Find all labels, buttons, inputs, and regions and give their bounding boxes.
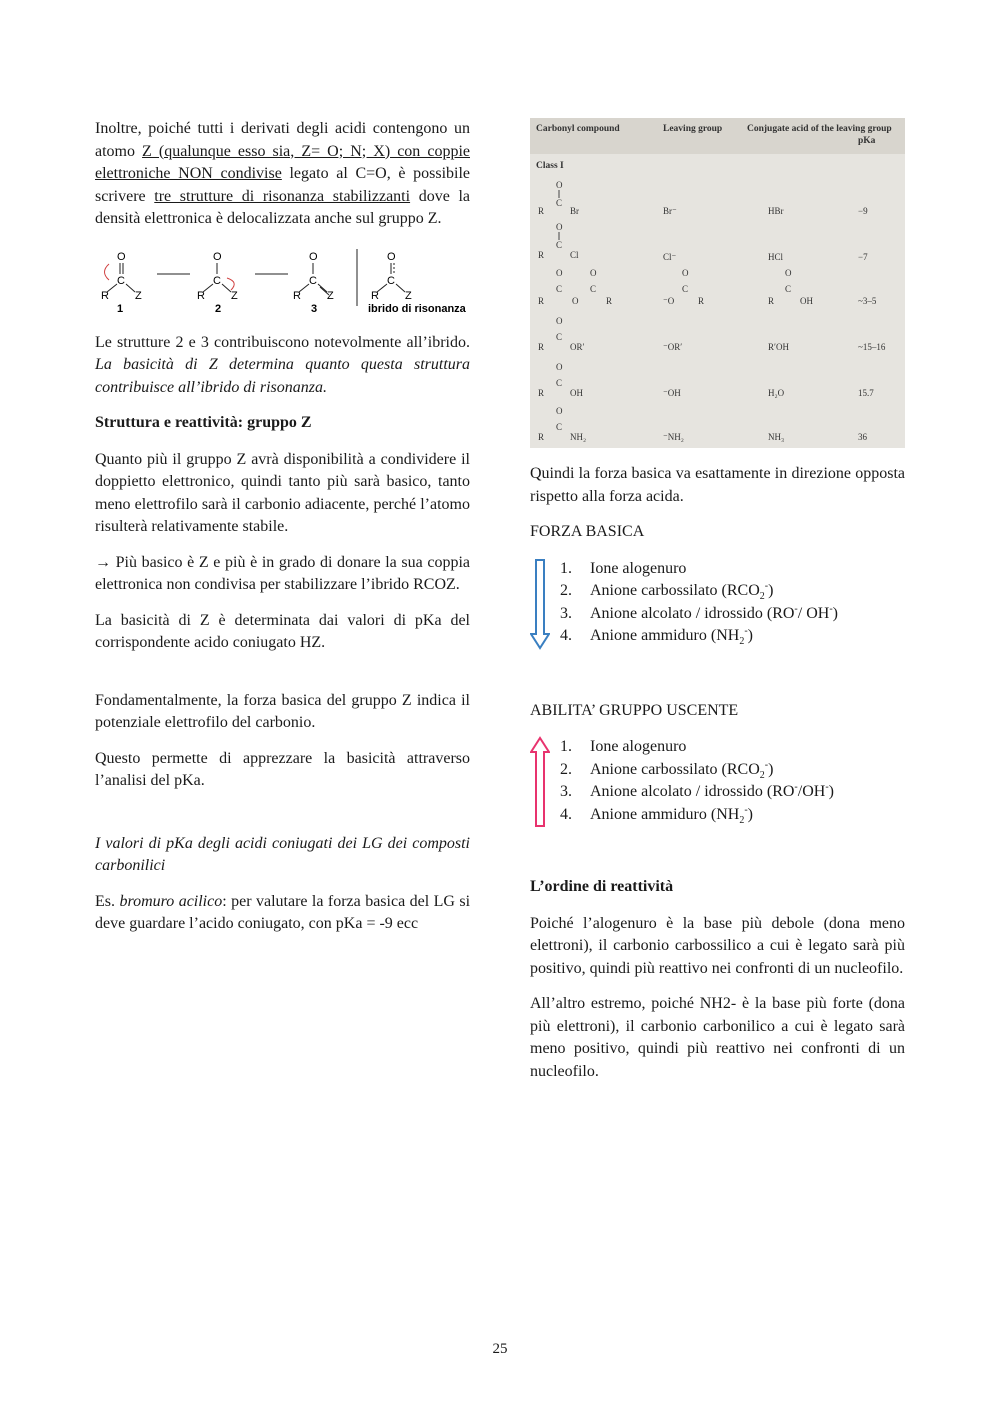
svg-text:Z: Z bbox=[327, 289, 334, 302]
svg-text:R: R bbox=[538, 432, 545, 442]
svg-text:C: C bbox=[556, 422, 563, 432]
leaving-group-list-wrap bbox=[530, 736, 905, 826]
page-number: 25 bbox=[492, 1341, 508, 1357]
svg-text:−9: −9 bbox=[858, 206, 868, 216]
svg-text:~3–5: ~3–5 bbox=[858, 296, 877, 306]
pka-caption: I valori di pKa degli acidi coniugati dei LG dei composti carbonilici bbox=[95, 834, 470, 874]
hybrid-label: ibrido di risonanza bbox=[368, 302, 466, 314]
svg-text:−7: −7 bbox=[858, 252, 868, 262]
halide-paragraph: Poiché l’alogenuro è la base più debole (dona meno elettroni), il carbonio carbossilico a cui è legato sarà più positivo, quindi più reattivo nei confronti di un nucleofilo. bbox=[530, 914, 905, 977]
table-row bbox=[538, 406, 868, 442]
basic-strength-list bbox=[530, 558, 905, 648]
table-row bbox=[538, 268, 877, 306]
label-3: 3 bbox=[311, 302, 318, 314]
svg-text:NH₂: NH₂ bbox=[570, 432, 587, 442]
svg-text:HCl: HCl bbox=[768, 252, 784, 262]
svg-text:C: C bbox=[556, 284, 563, 294]
svg-text:Z: Z bbox=[405, 289, 412, 302]
z-group-paragraph: Quanto più il gruppo Z avrà disponibilità a condividere il doppietto elettronico, quindi tanto più sarà basico, tanto meno elettrofilo sarà il carbonio adiacente, perché l’atomo risulterà relativamente stabile. bbox=[95, 450, 470, 535]
svg-text:H₂O: H₂O bbox=[768, 388, 785, 398]
svg-text:15.7: 15.7 bbox=[858, 388, 874, 398]
leaving-group-list bbox=[530, 736, 905, 826]
list-item: 2. Anione carbossilato $(RCO_2^-)$ bbox=[560, 759, 774, 781]
electrophile-paragraph: Fondamentalmente, la forza basica del gruppo Z indica il potenziale elettrofilo del carbonio. bbox=[95, 691, 470, 731]
pka-paragraph: La basicità di Z è determinata dai valori di pKa del corrispondente acido coniugato HZ. bbox=[95, 611, 470, 651]
svg-text:C: C bbox=[213, 274, 221, 287]
class-label: Class I bbox=[536, 161, 564, 171]
svg-text:O: O bbox=[556, 222, 563, 232]
table-row bbox=[538, 222, 868, 262]
label-1: 1 bbox=[117, 302, 124, 314]
opposite-direction-paragraph: Quindi la forza basica va esattamente in direzione opposta rispetto alla forza acida. bbox=[530, 465, 905, 505]
right-arrow-icon: → bbox=[95, 553, 111, 571]
svg-text:OH: OH bbox=[800, 296, 813, 306]
svg-text:⁻NH₂: ⁻NH₂ bbox=[663, 432, 684, 442]
svg-text:O: O bbox=[556, 362, 563, 372]
hybrid-structure bbox=[368, 251, 467, 314]
svg-text:R: R bbox=[606, 296, 613, 306]
header-leaving: Leaving group bbox=[663, 124, 723, 134]
atom-r: R bbox=[101, 289, 109, 302]
svg-text:OR′: OR′ bbox=[570, 342, 585, 352]
svg-text:O: O bbox=[785, 268, 792, 278]
svg-text:C: C bbox=[682, 284, 689, 294]
basic-strength-title: FORZA BASICA bbox=[530, 523, 645, 540]
svg-text:R: R bbox=[538, 206, 545, 216]
svg-text:C: C bbox=[556, 198, 563, 208]
header-carbonyl: Carbonyl compound bbox=[536, 124, 620, 134]
structure-2 bbox=[197, 251, 238, 314]
svg-text:R: R bbox=[698, 296, 705, 306]
label-2: 2 bbox=[215, 302, 222, 314]
list-item: 4. Anione ammiduro $(NH_2^-)$ bbox=[560, 804, 753, 826]
atom-z: Z bbox=[135, 289, 142, 302]
table-row bbox=[538, 180, 868, 216]
svg-text:C: C bbox=[556, 378, 563, 388]
list-item: 1. Ione alogenuro bbox=[560, 738, 687, 755]
svg-text:O: O bbox=[387, 250, 396, 263]
table-row bbox=[538, 316, 886, 352]
underlined-resonance-structures: tre strutture di risonanza stabilizzanti bbox=[154, 187, 411, 205]
svg-text:R: R bbox=[371, 289, 379, 302]
atom-o: O bbox=[117, 250, 126, 263]
leaving-group-title: ABILITA’ GRUPPO USCENTE bbox=[530, 701, 739, 719]
list-item: 1. Ione alogenuro bbox=[560, 559, 687, 577]
svg-text:⁻O: ⁻O bbox=[663, 296, 675, 306]
svg-text:Cl⁻: Cl⁻ bbox=[663, 252, 677, 262]
svg-text:36: 36 bbox=[858, 432, 867, 442]
svg-text:O: O bbox=[213, 250, 222, 263]
svg-text:C: C bbox=[309, 274, 317, 287]
left-column bbox=[95, 118, 470, 949]
svg-text:NH₃: NH₃ bbox=[768, 432, 785, 442]
list-item: 2. Anione carbossilato $(RCO_2^-)$ bbox=[560, 580, 774, 603]
amide-paragraph: All’altro estremo, poiché NH2- è la base più forte (dona più elettroni), il carbonio carbonilico a cui è legato sarà meno positivo, quindi più reattivo nei confronti di un nucleofilo. bbox=[530, 995, 905, 1080]
right-column bbox=[530, 463, 905, 1096]
basic-strength-list-wrap bbox=[530, 558, 905, 648]
section-heading-struttura: Struttura e reattività: gruppo Z bbox=[95, 414, 312, 431]
basicity-paragraph: → Più basico è Z e più è in grado di donare la sua coppia elettronica non condivisa per stabilizzare l’ibrido RCOZ. bbox=[95, 553, 470, 593]
svg-text:R: R bbox=[293, 289, 301, 302]
svg-text:Cl: Cl bbox=[570, 250, 579, 260]
header-pka: pKa bbox=[858, 136, 876, 146]
structure-1 bbox=[101, 251, 142, 314]
svg-text:R′OH: R′OH bbox=[768, 342, 789, 352]
svg-text:C: C bbox=[556, 240, 563, 250]
structures-paragraph: Le strutture 2 e 3 contribuiscono notevolmente all’ibrido. La basicità di Z determina quanto questa struttura contribuisce all’ibrido di risonanza. bbox=[95, 333, 470, 396]
svg-text:O: O bbox=[556, 180, 563, 190]
resonance-structures-figure bbox=[95, 244, 470, 314]
svg-text:R: R bbox=[538, 342, 545, 352]
svg-text:C: C bbox=[590, 284, 597, 294]
pka-table bbox=[530, 118, 905, 448]
svg-text:~15–16: ~15–16 bbox=[858, 342, 886, 352]
svg-text:O: O bbox=[556, 316, 563, 326]
svg-text:O: O bbox=[309, 250, 318, 263]
list-item: 3. Anione alcolato / idrossido (RO-/ OH-) bbox=[560, 603, 838, 622]
table-row bbox=[538, 362, 874, 398]
svg-text:C: C bbox=[556, 332, 563, 342]
svg-text:R: R bbox=[768, 296, 775, 306]
svg-text:O: O bbox=[556, 406, 563, 416]
svg-text:O: O bbox=[682, 268, 689, 278]
svg-text:HBr: HBr bbox=[768, 206, 784, 216]
svg-text:O: O bbox=[572, 296, 579, 306]
header-conjugate: Conjugate acid of the leaving group bbox=[747, 124, 892, 134]
svg-text:Br⁻: Br⁻ bbox=[663, 206, 677, 216]
svg-text:R: R bbox=[197, 289, 205, 302]
svg-text:C: C bbox=[785, 284, 792, 294]
structure-3 bbox=[293, 251, 334, 314]
svg-text:OH: OH bbox=[570, 388, 583, 398]
example-paragraph: Es. bromuro acilico: per valutare la forza basica del LG si deve guardare l’acido coniugato, con pKa = -9 ecc bbox=[95, 892, 471, 932]
svg-text:C: C bbox=[387, 274, 395, 287]
svg-text:⁻OR′: ⁻OR′ bbox=[663, 342, 683, 352]
svg-text:⁻OH: ⁻OH bbox=[663, 388, 681, 398]
atom-c: C bbox=[117, 274, 125, 287]
svg-text:R: R bbox=[538, 296, 545, 306]
svg-text:R: R bbox=[538, 250, 545, 260]
svg-text:O: O bbox=[590, 268, 597, 278]
intro-paragraph: Inoltre, poiché tutti i derivati degli acidi contengono un atomo Z (qualunque esso sia, Z= O; N; X) con coppie elettroniche NON condivise legato al C=O, è possibile scrivere tre strutture di risonanza stabilizzanti dove la densità elettronica è delocalizzata anche sul gruppo Z. bbox=[95, 120, 471, 227]
svg-text:R: R bbox=[538, 388, 545, 398]
section-heading-reactivity: L’ordine di reattività bbox=[530, 878, 674, 895]
svg-text:Br: Br bbox=[570, 206, 579, 216]
analysis-paragraph: Questo permette di apprezzare la basicità attraverso l’analisi del pKa. bbox=[95, 749, 470, 789]
list-item: 4. Anione ammiduro $(NH_2^-)$ bbox=[560, 625, 753, 648]
underlined-z-definition: Z (qualunque esso sia, Z= O; N; X) con coppie elettroniche NON condivise bbox=[95, 142, 470, 182]
svg-text:O: O bbox=[556, 268, 563, 278]
svg-text:Z: Z bbox=[231, 289, 238, 302]
list-item: 3. Anione alcolato / idrossido (RO-/OH-) bbox=[560, 781, 834, 800]
